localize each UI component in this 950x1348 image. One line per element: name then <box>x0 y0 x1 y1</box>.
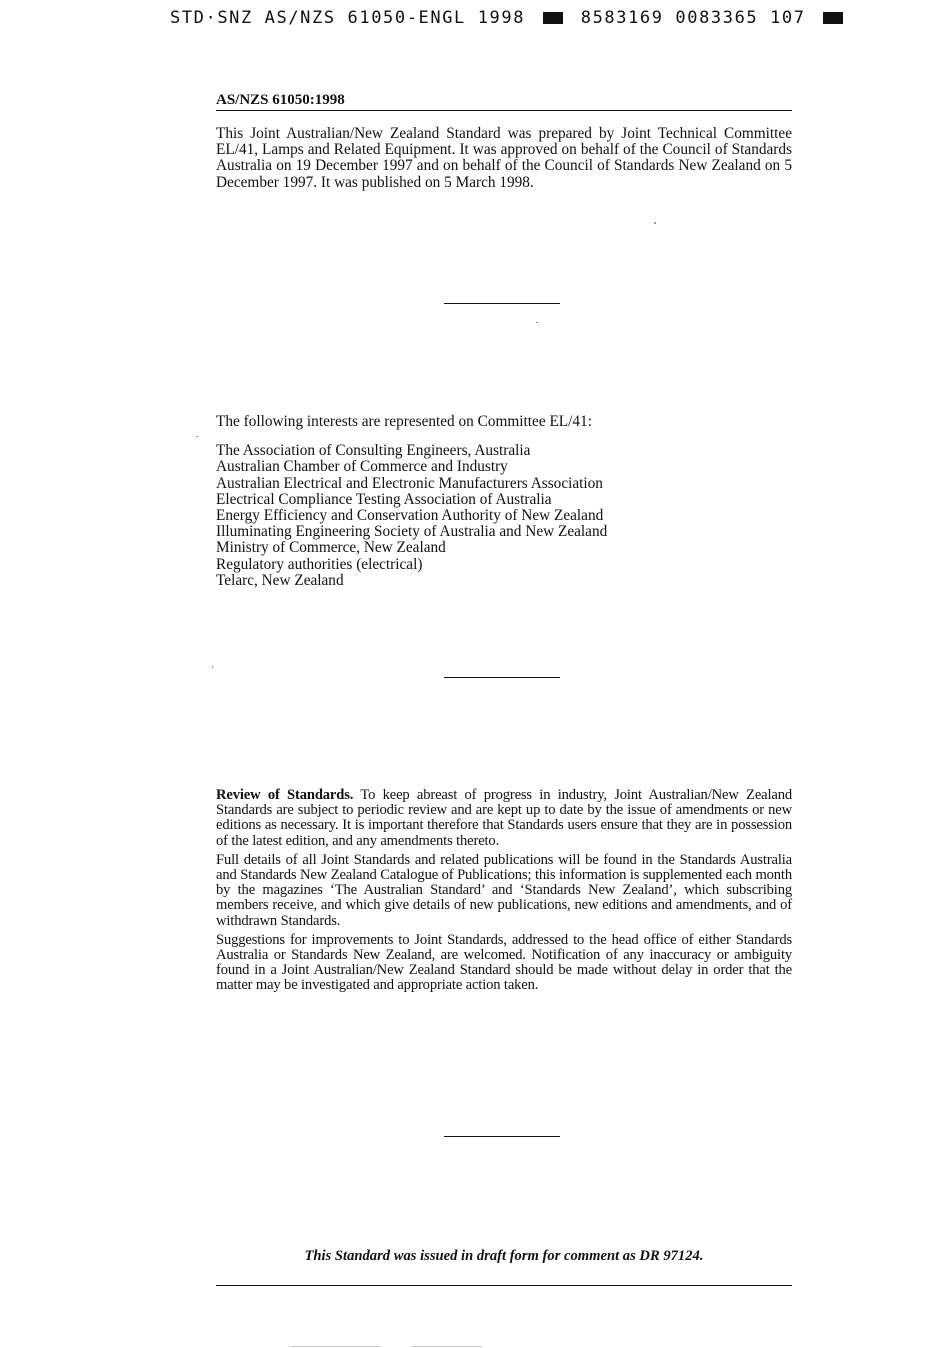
scan-speck <box>196 436 198 437</box>
review-heading: Review of Standards. <box>216 787 354 803</box>
list-item: Illuminating Engineering Society of Australia and New Zealand <box>216 523 608 541</box>
redaction-block-icon <box>823 12 843 24</box>
section-separator <box>444 677 560 678</box>
list-item: The Association of Consulting Engineers, Australia <box>216 442 531 460</box>
redaction-block-icon <box>543 12 563 24</box>
list-item: Energy Efficiency and Conservation Authority of New Zealand <box>216 507 604 525</box>
review-paragraph-2: Full details of all Joint Standards and related publications will be found in the Standards Australia and Standards New Zealand Catalogue of Publications; this information is supplemented each month by the magazines ‘The Australian Standard’ and ‘Standards New Zealand’, which subscribing members receive, and which give details of new publications, new editions and amendments, and of withdrawn Standards. <box>216 851 792 929</box>
scan-speck <box>536 322 538 323</box>
review-paragraph-1 <box>216 788 792 849</box>
scan-speck <box>212 666 213 668</box>
committee-interests <box>216 414 792 589</box>
list-item: Telarc, New Zealand <box>216 571 344 589</box>
preparation-paragraph: This Joint Australian/New Zealand Standard was prepared by Joint Technical Committee EL/41, Lamps and Related Equipment. It was approved on behalf of the Council of Standards Australia on 19 December 1997 and on behalf of the Council of Standards New Zealand on 5 December 1997. It was published on 5 March 1998. <box>216 125 792 191</box>
list-item: Electrical Compliance Testing Association of Australia <box>216 490 552 508</box>
scan-header <box>170 8 820 28</box>
committee-intro: The following interests are represented on Committee EL/41: <box>216 413 592 430</box>
review-of-standards <box>216 788 792 998</box>
section-separator <box>444 303 560 304</box>
bottom-divider <box>216 1285 792 1286</box>
top-divider <box>216 110 792 111</box>
list-item: Australian Chamber of Commerce and Industry <box>216 458 508 476</box>
committee-member-list <box>216 443 792 589</box>
list-item: Ministry of Commerce, New Zealand <box>216 539 446 557</box>
review-paragraph-3: Suggestions for improvements to Joint Standards, addressed to the head office of either Standards Australia or Standards New Zealand, are welcomed. Notification of any inaccuracy or ambiguity found in a Joint Australian/New Zealand Standard should be made without delay in order that the matter may be investigated and appropriate action taken. <box>216 931 792 994</box>
document-designation: AS/NZS 61050:1998 <box>216 92 345 108</box>
scan-header-left-text: STD·SNZ AS/NZS 61050-ENGL 1998 <box>170 8 526 28</box>
scan-speck <box>290 1346 380 1347</box>
list-item: Regulatory authorities (electrical) <box>216 555 423 573</box>
section-separator <box>444 1136 560 1137</box>
scan-speck <box>654 222 656 224</box>
list-item: Australian Electrical and Electronic Manufacturers Association <box>216 474 603 492</box>
scan-speck <box>412 1346 482 1347</box>
review-paragraph-1-text: To keep abreast of progress in industry, Joint Australian/New Zealand Standards are subject to periodic review and are kept up to date by the issue of amendments or new editions as necessary. It is important therefore that Standards users ensure that they are in possession of the latest edition, and any amendments thereto. <box>216 787 793 849</box>
scan-header-right-text: 8583169 0083365 107 <box>580 8 806 28</box>
draft-note: This Standard was issued in draft form for comment as DR 97124. <box>304 1248 704 1264</box>
